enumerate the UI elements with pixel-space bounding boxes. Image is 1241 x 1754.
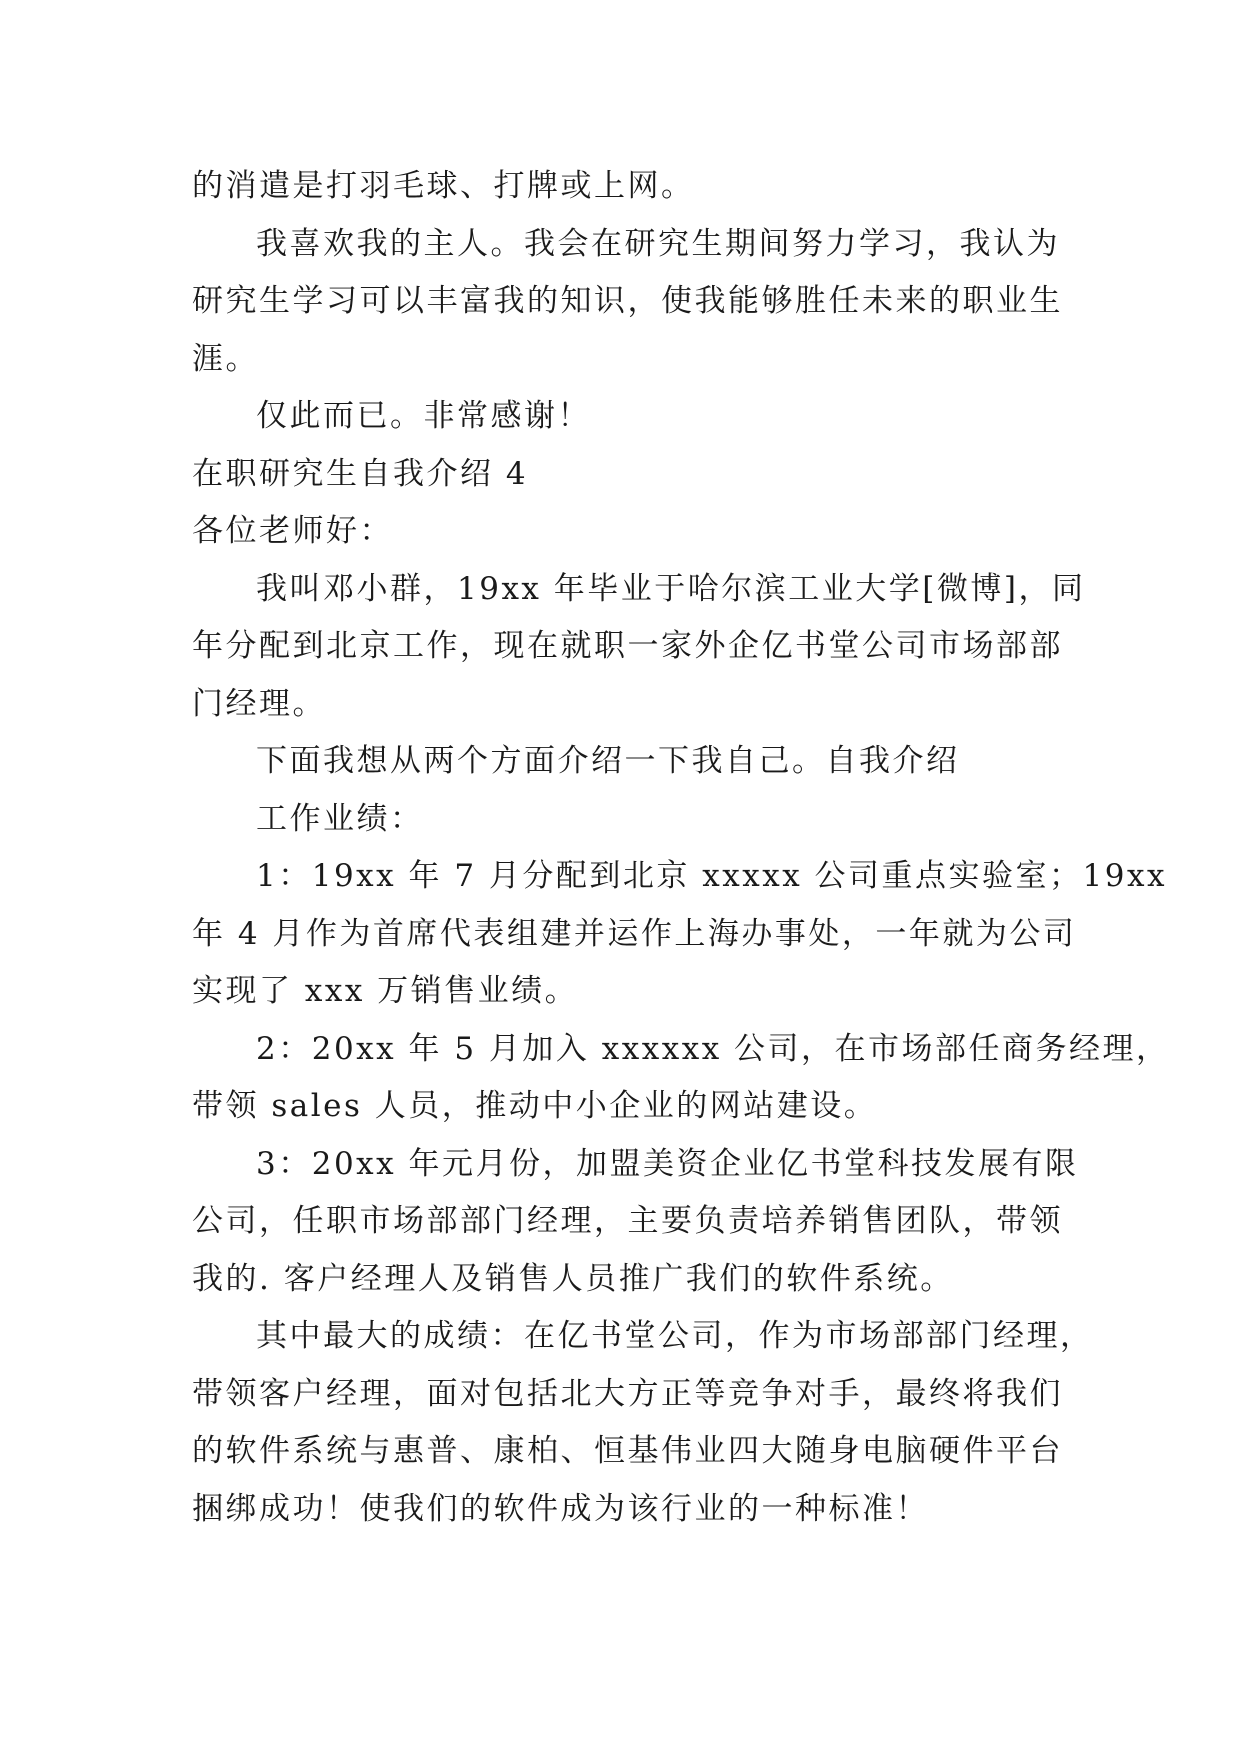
text-line: 年分配到北京工作，现在就职一家外企亿书堂公司市场部部 xyxy=(192,628,1063,664)
text-line: 下面我想从两个方面介绍一下我自己。自我介绍 xyxy=(256,743,960,779)
text-line: 1：19xx 年 7 月分配到北京 xxxxx 公司重点实验室；19xx xyxy=(256,858,1167,894)
text-line: 公司，任职市场部部门经理，主要负责培养销售团队，带领 xyxy=(192,1203,1063,1239)
text-line: 捆绑成功！使我们的软件成为该行业的一种标准！ xyxy=(192,1490,929,1527)
text-line: 我的. 客户经理人及销售人员推广我们的软件系统。 xyxy=(192,1260,954,1297)
text-line: 年 4 月作为首席代表组建并运作上海办事处，一年就为公司 xyxy=(192,915,1077,952)
text-line: 我叫邓小群，19xx 年毕业于哈尔滨工业大学[微博]，同 xyxy=(256,570,1086,607)
text-line: 研究生学习可以丰富我的知识，使我能够胜任未来的职业生 xyxy=(192,283,1063,319)
text-line: 2：20xx 年 5 月加入 xxxxxx 公司，在市场部任商务经理， xyxy=(256,1030,1170,1067)
text-line: 实现了 xxx 万销售业绩。 xyxy=(192,973,579,1009)
text-line: 我喜欢我的主人。我会在研究生期间努力学习，我认为 xyxy=(256,225,1060,262)
text-line: 仅此而已。非常感谢！ xyxy=(256,398,591,434)
greeting-line: 各位老师好： xyxy=(192,513,393,549)
subheading-line: 工作业绩： xyxy=(256,800,424,837)
text-line: 带领客户经理，面对包括北大方正等竞争对手，最终将我们 xyxy=(192,1375,1063,1412)
text-line: 带领 sales 人员，推动中小企业的网站建设。 xyxy=(192,1088,878,1124)
text-line: 其中最大的成绩：在亿书堂公司，作为市场部部门经理， xyxy=(256,1318,1094,1354)
text-line: 的软件系统与惠普、康柏、恒基伟业四大随身电脑硬件平台 xyxy=(192,1433,1063,1469)
text-line: 涯。 xyxy=(192,340,259,377)
section-title: 在职研究生自我介绍 4 xyxy=(192,455,529,492)
text-line: 的消遣是打羽毛球、打牌或上网。 xyxy=(192,168,695,204)
text-line: 门经理。 xyxy=(192,685,326,722)
text-line: 3：20xx 年元月份，加盟美资企业亿书堂科技发展有限 xyxy=(256,1145,1079,1182)
document-body xyxy=(192,158,1170,1538)
